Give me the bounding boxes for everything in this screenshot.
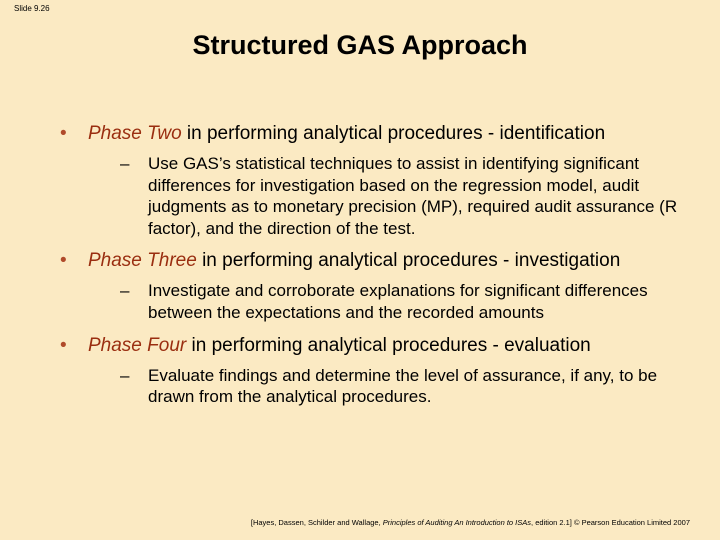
bullet-text: in performing analytical procedures - evaluation — [186, 334, 591, 356]
citation-book-title: Principles of Auditing An Introduction to ISAs — [382, 518, 532, 527]
sub-bullet-dash: – — [120, 281, 130, 301]
bullet-phase-three — [60, 249, 660, 272]
citation-footer — [0, 518, 690, 527]
citation-authors: [Hayes, Dassen, Schilder and Wallage, — [250, 518, 383, 527]
bullet-text: in performing analytical procedures - investigation — [196, 250, 621, 272]
citation-rest: , edition 2.1] © Pearson Education Limited 2007 — [531, 518, 690, 527]
sub-bullet-phase-two — [120, 153, 688, 239]
bullet-phase-four — [60, 334, 660, 357]
bullet-phase-two — [60, 122, 660, 145]
sub-bullet-phase-four — [120, 365, 688, 408]
sub-bullet-dash: – — [120, 154, 130, 173]
phase-label: Phase Three — [88, 250, 197, 272]
sub-bullet-text: Evaluate findings and determine the level of assurance, if any, to be drawn from the analytical procedures. — [148, 365, 658, 407]
slide-title: Structured GAS Approach — [192, 30, 528, 60]
slide-content — [60, 122, 678, 408]
phase-label: Phase Four — [88, 334, 187, 356]
sub-bullet-text: Use GAS’s statistical techniques to assist in identifying significant differences for investigation based on the regression model, audit judgments as to monetary precision (MP), required audit assurance (R factor), and the direction of the test. — [148, 154, 678, 238]
slide-number: Slide 9.26 — [14, 4, 50, 13]
bullet-marker: • — [60, 123, 67, 144]
sub-bullet-text: Investigate and corroborate explanations for significant differences between the expectations and the recorded amounts — [148, 281, 648, 322]
sub-bullet-phase-three — [120, 280, 688, 323]
phase-label: Phase Two — [88, 123, 182, 144]
sub-bullet-dash: – — [120, 365, 130, 385]
bullet-text: in performing analytical procedures - identification — [181, 123, 606, 144]
bullet-marker: • — [60, 334, 67, 356]
bullet-marker: • — [60, 250, 67, 272]
